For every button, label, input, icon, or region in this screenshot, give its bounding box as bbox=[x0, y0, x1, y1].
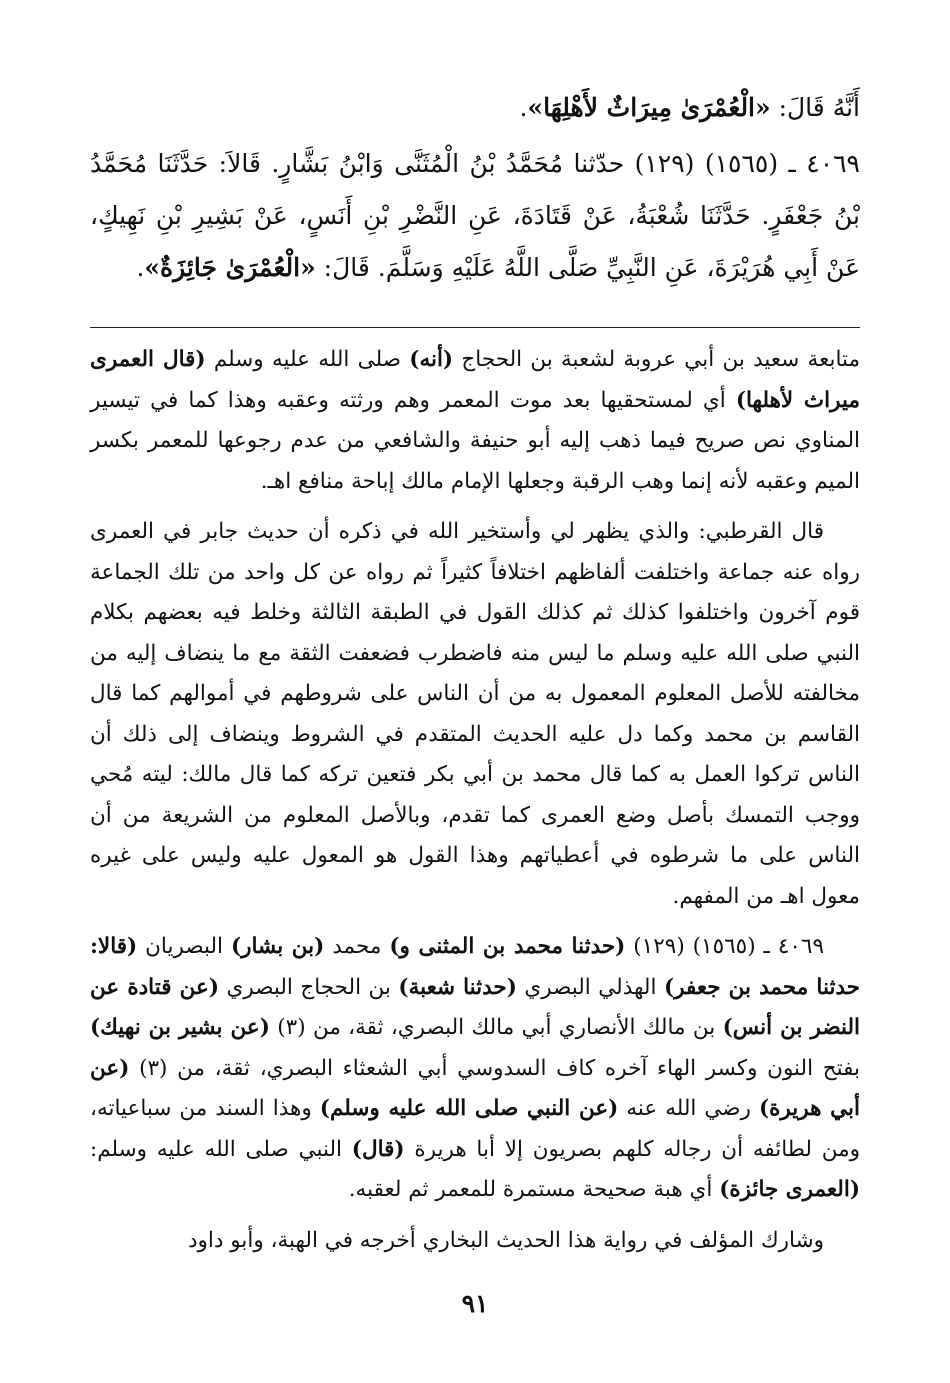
commentary-bold: (أنه) bbox=[409, 347, 454, 372]
commentary-bold: (بن بشار) bbox=[230, 934, 325, 959]
commentary-text: النبي صلى الله عليه وسلم: bbox=[90, 1136, 352, 1162]
hadith-paragraph bbox=[90, 138, 860, 294]
commentary-text: صلى الله عليه وسلم bbox=[205, 347, 410, 372]
hadith-text-section bbox=[90, 82, 860, 294]
commentary-text: البصريان bbox=[137, 934, 231, 959]
commentary-text: بفتح النون وكسر الهاء آخره كاف السدوسي أبي الشعثاء البصري، ثقة، من (٣) bbox=[129, 1055, 860, 1081]
commentary-paragraph bbox=[90, 340, 860, 502]
commentary-text: وهذا السند من سباعياته، ومن لطائفه أن رجاله كلهم بصريون إلا أبا هريرة bbox=[90, 1096, 860, 1162]
commentary-bold: (قالا: حدثنا محمد بن جعفر) bbox=[90, 934, 861, 1000]
commentary-bold: (عن قتادة عن النضر بن أنس) bbox=[90, 974, 860, 1040]
hadith-paragraph bbox=[90, 82, 860, 134]
commentary-text: الهذلي البصري bbox=[516, 974, 664, 1000]
commentary-text: قال القرطبي: والذي يظهر لي وأستخير الله في ذكره أن حديث جابر في العمرى رواه عنه جماعة واختلفت ألفاظهم اختلافاً كثيراً ثم رواه عن كل واحد من تلك الجماعة قوم آخرون واختلفوا كذلك ثم كذلك القول في الطبقة الثالثة وخلط فيه بعضهم بكلام النبي صلى الله عليه وسلم ما ليس منه فاضطرب فضعفت الثقة مع ما ينضاف إليه من مخالفته للأصل المعلوم المعمول به من أن الناس على شروطهم في أموالهم كما قال القاسم بن محمد وكما دل عليه الحديث المتقدم في الشروط وينضاف إلى ذلك أن الناس تركوا العمل به كما قال محمد بن أبي بكر فتعين تركه كما قال مالك: ليته مُحي ووجب التمسك بأصل وضع العمرى كما تقدم، وبالأصل المعلوم من الشريعة من أن الناس على ما شرطوه في أعطياتهم وهذا القول هو المعول عليه وليس على غيره معول اهـ من المفهم. bbox=[90, 519, 860, 909]
page-number: ٩١ bbox=[461, 1289, 489, 1318]
page bbox=[90, 82, 860, 1261]
commentary-text: رضي الله عنه bbox=[618, 1096, 759, 1121]
hadith-end: . bbox=[519, 93, 528, 122]
commentary-text: بن الحجاج البصري bbox=[219, 974, 399, 1000]
commentary-bold: (عن النبي صلى الله عليه وسلم) bbox=[319, 1096, 619, 1121]
commentary-text: أي هبة صحيحة مستمرة للمعمر ثم لعقبه. bbox=[348, 1177, 720, 1202]
commentary-text: محمد bbox=[324, 934, 390, 959]
commentary-paragraph bbox=[90, 1221, 860, 1262]
hadith-quote: «الْعُمْرَىٰ مِيرَاثٌ لأَهْلِهَا» bbox=[527, 93, 771, 122]
hadith-end: . bbox=[136, 253, 145, 282]
footnote-divider bbox=[90, 327, 860, 328]
hadith-isnad: ٤٠٦٩ ـ (١٥٦٥) (١٢٩) حدّثنا مُحَمَّدُ بْنُ الْمُثَنَّى وَابْنُ بَشَّارٍ. قَالاَ: حَدَّثَنَا مُحَمَّدُ بْنُ جَعْفَرٍ. حَدَّثَنَا شُعْبَةُ، عَنْ قَتَادَةَ، عَنِ النَّضْرِ بْنِ أَنَسٍ، عَنْ بَشِيرِ بْنِ نَهِيكٍ، عَنْ أَبِي هُرَيْرَةَ، عَنِ النَّبِيِّ صَلَّى اللَّهُ عَلَيْهِ وَسَلَّمَ. قَالَ: bbox=[90, 149, 860, 282]
hadith-quote: «الْعُمْرَىٰ جَائِزَةٌ» bbox=[144, 253, 316, 282]
commentary-bold: (حدثنا محمد بن المثنى و) bbox=[389, 934, 626, 959]
commentary-paragraph bbox=[90, 512, 860, 917]
commentary-bold: (العمرى جائزة) bbox=[719, 1177, 860, 1202]
commentary-paragraph bbox=[90, 927, 860, 1211]
commentary-bold: (قال العمرى ميراث لأهلها) bbox=[90, 347, 860, 413]
commentary-text: وشارك المؤلف في رواية هذا الحديث البخاري أخرجه في الهبة، وأبو داود bbox=[187, 1227, 824, 1253]
commentary-bold: (عن بشير بن نهيك) bbox=[90, 1015, 270, 1040]
commentary-text: ٤٠٦٩ ـ (١٥٦٥) (١٢٩) bbox=[625, 934, 825, 959]
commentary-section bbox=[90, 340, 860, 1261]
commentary-text: متابعة سعيد بن أبي عروبة لشعبة بن الحجاج bbox=[453, 347, 860, 372]
hadith-intro: أَنَّهُ قَالَ: bbox=[770, 93, 860, 122]
commentary-text: بن مالك الأنصاري أبي مالك البصري، ثقة، من (٣) bbox=[269, 1015, 723, 1040]
commentary-bold: (عن أبي هريرة) bbox=[90, 1055, 860, 1121]
commentary-bold: (حدثنا شعبة) bbox=[398, 974, 517, 1000]
commentary-bold: (قال) bbox=[351, 1136, 405, 1162]
commentary-text: أي لمستحقيها بعد موت المعمر وهم ورثته وعقبه وهذا كما في تيسير المناوي نص صريح فيما ذهب إليه أبو حنيفة والشافعي من عدم رجوعها للمعمر بكسر الميم وعقبه لأنه إنما وهب الرقبة وجعلها الإمام مالك إباحة منافع اهـ. bbox=[90, 387, 860, 494]
